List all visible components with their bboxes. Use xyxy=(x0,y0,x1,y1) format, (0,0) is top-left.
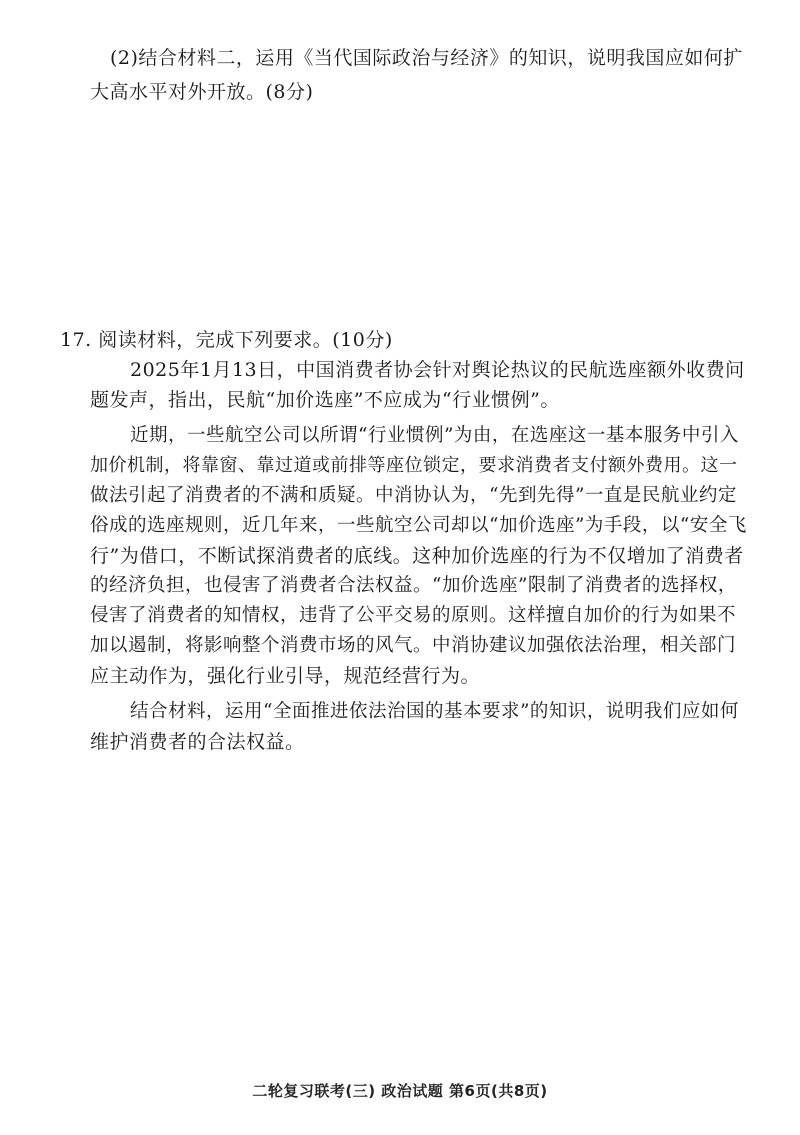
material-para-2-line: 加价机制，将靠窗、靠过道或前排等座位锁定，要求消费者支付额外费用。这一 xyxy=(90,455,738,476)
question-16-part-2-line-2: 大高水平对外开放。(8分) xyxy=(90,81,314,103)
material-para-1-line: 题发声，指出，民航“加价选座”不应成为“行业惯例”。 xyxy=(90,389,560,411)
material-para-2-line: 做法引起了消费者的不满和质疑。中消协认为，“先到先得”一直是民航业约定 xyxy=(90,485,737,506)
question-16-part-2-line-1: (2)结合材料二，运用《当代国际政治与经济》的知识，说明我国应如何扩 xyxy=(110,47,743,69)
material-para-2-line: 加以遏制，将影响整个消费市场的风气。中消协建议加强依法治理，相关部门 xyxy=(90,635,737,656)
task-line: 结合材料，运用“全面推进依法治国的基本要求”的知识，说明我们应如何 xyxy=(130,701,739,722)
material-para-2-line: 行”为借口，不断试探消费者的底线。这种加价选座的行为不仅增加了消费者 xyxy=(90,545,744,567)
task-line: 维护消费者的合法权益。 xyxy=(90,731,305,753)
page-footer: 二轮复习联考(三) 政治试题 第6页(共8页) xyxy=(252,1082,548,1100)
material-para-2-line: 俗成的选座规则，近几年来，一些航空公司却以“加价选座”为手段，以“安全飞 xyxy=(90,515,747,536)
material-para-2-line: 近期，一些航空公司以所谓“行业惯例”为由，在选座这一基本服务中引入 xyxy=(130,425,739,446)
material-para-2-line: 的经济负担，也侵害了消费者合法权益。“加价选座”限制了消费者的选择权， xyxy=(90,575,737,596)
material-para-2-line: 侵害了消费者的知情权，违背了公平交易的原则。这样擅自加价的行为如果不 xyxy=(90,605,737,626)
question-17-header: 17. 阅读材料，完成下列要求。(10分) xyxy=(60,329,393,351)
material-para-2-line: 应主动作为，强化行业引导，规范经营行为。 xyxy=(90,665,481,687)
material-para-1-line: 2025年1月13日，中国消费者协会针对舆论热议的民航选座额外收费问 xyxy=(130,359,745,381)
